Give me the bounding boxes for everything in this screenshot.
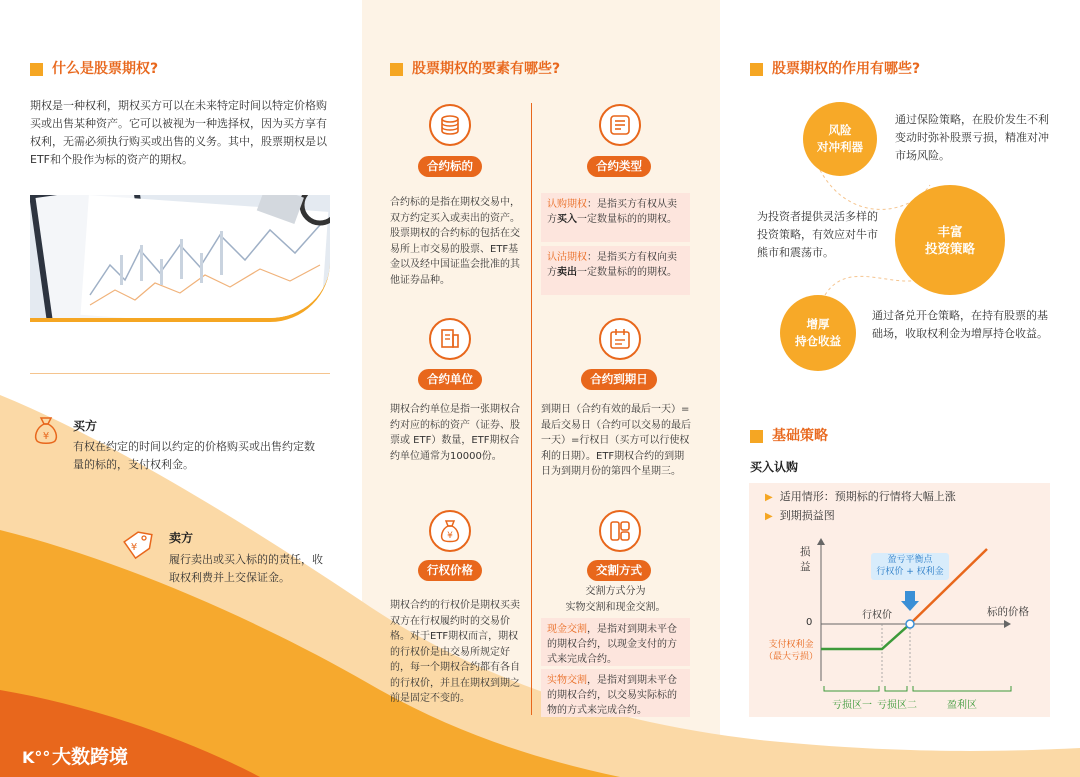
section-title-text: 基础策略	[772, 428, 828, 444]
section-title-elements	[390, 58, 560, 78]
bubble-rich-strategy	[895, 185, 1005, 295]
document-icon	[429, 318, 471, 360]
call-option-desc-b: 一定数量标的的期权。	[577, 214, 677, 225]
square-bullet-icon	[390, 63, 403, 76]
premium-label-line-2: （最大亏损）	[763, 652, 818, 662]
strategy-name: 买入认购	[750, 460, 799, 474]
bullet-applicable-text: 适用情形：预期标的行情将大幅上涨	[779, 490, 956, 503]
seller-title: 卖方	[169, 531, 194, 545]
label-settlement: 交割方式	[587, 560, 651, 581]
square-bullet-icon	[750, 63, 763, 76]
photo-illustration	[30, 195, 330, 322]
buyer-title: 买方	[73, 419, 98, 433]
breakeven-arrow	[901, 591, 919, 611]
zone-label-loss-2: 亏损区二	[877, 700, 917, 711]
zone-bracket-1	[824, 686, 879, 691]
physical-settlement-desc: ，是指对到期未平仓的期权合约，以交易实际标的物的方式来完成合约。	[547, 675, 677, 716]
put-option-desc-b: 一定数量标的的期权。	[577, 267, 677, 278]
zero-label: 0	[806, 617, 813, 628]
divider-line	[30, 373, 330, 374]
strike-price-label: 行权价	[862, 610, 892, 621]
section-title-what-is-option	[30, 58, 158, 78]
x-axis-label: 标的价格	[987, 606, 1029, 618]
payoff-card	[749, 483, 1050, 717]
risk-hedge-description: 通过保险策略，在股价发生不利变动时弥补股票亏损，精准对冲市场风险。	[895, 113, 1049, 162]
label-strike-price: 行权价格	[418, 560, 482, 581]
call-option-key: 买入	[557, 214, 577, 225]
bubble-income-boost-line-1: 增厚	[806, 317, 830, 331]
svg-text:¥: ¥	[130, 542, 138, 553]
list-icon	[599, 104, 641, 146]
zone-bracket-3	[913, 686, 1011, 691]
x-axis-arrow	[1004, 620, 1011, 628]
svg-text:¥: ¥	[42, 431, 50, 442]
money-bag-icon	[32, 415, 60, 445]
call-option-desc-a: ：是指买方有权从卖方	[547, 199, 677, 225]
income-boost-description: 通过备兑开仓策略，在持有股票的基础场，收取权利金为增厚持仓收益。	[872, 309, 1048, 340]
premium-label	[761, 639, 821, 663]
label-contract-type: 合约类型	[587, 156, 651, 177]
section-title-text: 什么是股票期权?	[52, 61, 159, 77]
section-title-text: 股票期权的作用有哪些?	[772, 61, 921, 77]
section-title-functions	[750, 58, 920, 78]
strike-description: 期权合约的行权价是期权买卖双方在行权履约时的交易价格。对于ETF期权而言，期权的行权价是由交易所规定好的，每一个期权合约都有各自的行权价，并且在期权到期之前是固定不变的。	[390, 600, 520, 704]
put-option-desc-a: ：是指买方有权向卖方	[547, 252, 677, 278]
breakeven-label	[871, 554, 949, 578]
call-option-name: 认购期权	[547, 199, 587, 210]
label-contract-unit: 合约单位	[418, 369, 482, 390]
brand-logo	[22, 742, 128, 769]
breakeven-point	[906, 620, 914, 628]
cash-settlement-box	[541, 618, 690, 666]
physical-settlement-name: 实物交割	[547, 675, 587, 686]
stock-chart-photo	[30, 195, 330, 322]
bubble-income-boost-line-2: 持仓收益	[795, 334, 841, 348]
seller-description: 履行卖出或买入标的的责任，收取权利费并上交保证金。	[169, 553, 323, 584]
zone-label-loss-1: 亏损区一	[832, 700, 872, 711]
intro-paragraph: 期权是一种权利，期权买方可以在未来特定时间以特定价格购买或出售某种资产。它可以被视为一种选择权，因为买方享有权利，无需必须执行购买或出售的义务。其中，股票期权是以ETF和个股作为标的资产的期权。	[30, 99, 327, 166]
breakeven-label-line-2: 行权价 + 权利金	[876, 567, 944, 577]
square-bullet-icon	[30, 63, 43, 76]
price-tag-icon	[118, 526, 154, 562]
bubble-risk-hedge	[803, 102, 877, 176]
rich-strategy-description: 为投资者提供灵活多样的投资策略，有效应对牛市熊市和震荡市。	[757, 210, 878, 259]
put-option-box	[541, 246, 690, 295]
settlement-intro-line-2: 实物交割和现金交割。	[565, 601, 666, 613]
put-option-name: 认沽期权	[547, 252, 587, 263]
section-title-basic-strategy	[750, 425, 828, 445]
settlement-intro	[541, 584, 690, 615]
y-label-line-1: 损	[800, 546, 811, 558]
square-bullet-icon	[750, 430, 763, 443]
column-divider	[531, 103, 532, 715]
cash-settlement-desc: ，是指对到期未平仓的期权合约，以现金支付的方式来完成合约。	[547, 624, 677, 665]
label-expiry-date: 合约到期日	[581, 369, 657, 390]
svg-text:¥: ¥	[447, 531, 453, 541]
bubble-rich-strategy-line-2: 投资策略	[924, 241, 975, 256]
bubble-risk-hedge-line-2: 对冲利器	[817, 140, 863, 154]
section-title-text: 股票期权的要素有哪些?	[412, 61, 561, 77]
calendar-icon	[599, 318, 641, 360]
physical-settlement-box	[541, 669, 690, 717]
y-label-line-2: 益	[800, 561, 811, 573]
settlement-intro-line-1: 交割方式分为	[585, 586, 646, 597]
brand-name: 大数跨境	[52, 746, 129, 768]
call-option-box	[541, 193, 690, 242]
bullet-payoff-chart-text: 到期损益图	[779, 509, 835, 522]
brand-logo-icon: K°°	[22, 748, 51, 767]
bubble-rich-strategy-line-1: 丰富	[937, 224, 963, 239]
zone-bracket-2	[885, 686, 907, 691]
triangle-bullet-icon: ▶	[765, 511, 773, 522]
buyer-description: 有权在约定的时间以约定的价格购买或出售约定数量的标的，支付权利金。	[73, 440, 315, 471]
y-axis-arrow	[817, 538, 825, 545]
settlement-icon	[599, 510, 641, 552]
put-option-key: 卖出	[557, 267, 577, 278]
bubble-risk-hedge-line-1: 风险	[828, 123, 852, 137]
expiry-description: 到期日（合约有效的最后一天）=最后交易日（合约可以交易的最后一天）=行权日（买方可以行使权利的日期）。ETF期权合约的到期日为到期月份的第四个星期三。	[541, 404, 691, 477]
coins-icon	[429, 104, 471, 146]
breakeven-label-line-1: 盈亏平衡点	[887, 555, 933, 565]
contract-unit-description: 期权合约单位是指一张期权合约对应的标的资产（证券、股票或 ETF）数量，ETF期权合约单位通常为10000份。	[390, 404, 520, 462]
bubble-income-boost	[780, 295, 856, 371]
payoff-loss-line	[821, 624, 910, 649]
premium-label-line-1: 支付权利金	[768, 640, 814, 650]
y-label	[800, 545, 811, 575]
payoff-diagram	[749, 483, 1050, 717]
money-bag-icon	[429, 510, 471, 552]
cash-settlement-name: 现金交割	[547, 624, 587, 635]
contract-underlying-description: 合约标的是指在期权交易中，双方约定买入或卖出的资产。股票期权的合约标的包括在交易所上市交易的股票、ETF基金以及经中国证监会批准的其他证券品种。	[390, 197, 520, 286]
label-contract-underlying: 合约标的	[418, 156, 482, 177]
triangle-bullet-icon: ▶	[765, 492, 773, 503]
zone-label-profit: 盈利区	[947, 700, 977, 711]
